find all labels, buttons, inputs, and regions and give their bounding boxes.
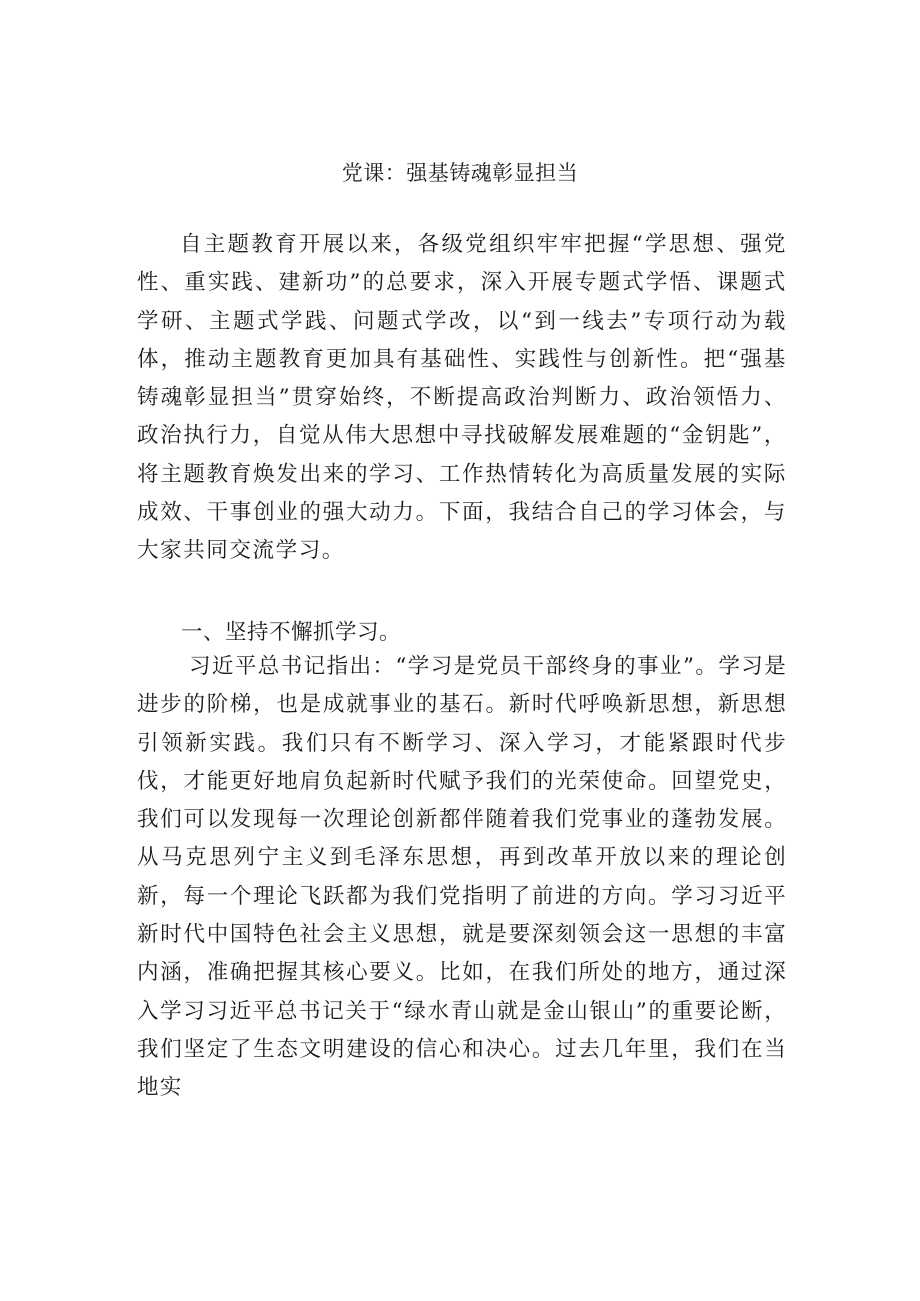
section-paragraph: 习近平总书记指出：“学习是党员干部终身的事业”。学习是进步的阶梯，也是成就事业的基石。新时代呼唤新思想，新思想引领新实践。我们只有不断学习、深入学习，才能紧跟时代步伐，才能更好地肩负起新时代赋予我们的光荣使命。回望党史，我们可以发现每一次理论创新都伴随着我们党事业的蓬勃发展。从马克思列宁主义到毛泽东思想，再到改革开放以来的理论创新，每一个理论飞跃都为我们党指明了前进的方向。学习习近平新时代中国特色社会主义思想，就是要深刻领会这一思想的丰富内涵，准确把握其核心要义。比如，在我们所处的地方，通过深入学习习近平总书记关于“绿水青山就是金山银山”的重要论断，我们坚定了生态文明建设的信心和决心。过去几年里，我们在当地实: [137, 654, 787, 1101]
intro-paragraph: 自主题教育开展以来，各级党组织牢牢把握“学思想、强党性、重实践、建新功”的总要求，深入开展专题式学悟、课题式学研、主题式学践、问题式学改，以“到一线去”专项行动为载体，推动主题教育更加具有基础性、实践性与创新性。把“强基铸魂彰显担当”贯穿始终，不断提高政治判断力、政治领悟力、政治执行力，自觉从伟大思想中寻找破解发展难题的“金钥匙”，将主题教育焕发出来的学习、工作热情转化为高质量发展的实际成效、干事创业的强大动力。下面，我结合自己的学习体会，与大家共同交流学习。: [137, 232, 787, 564]
document-title: 党课：强基铸魂彰显担当: [341, 161, 579, 185]
section-heading: 一、坚持不懈抓学习。: [181, 620, 402, 645]
